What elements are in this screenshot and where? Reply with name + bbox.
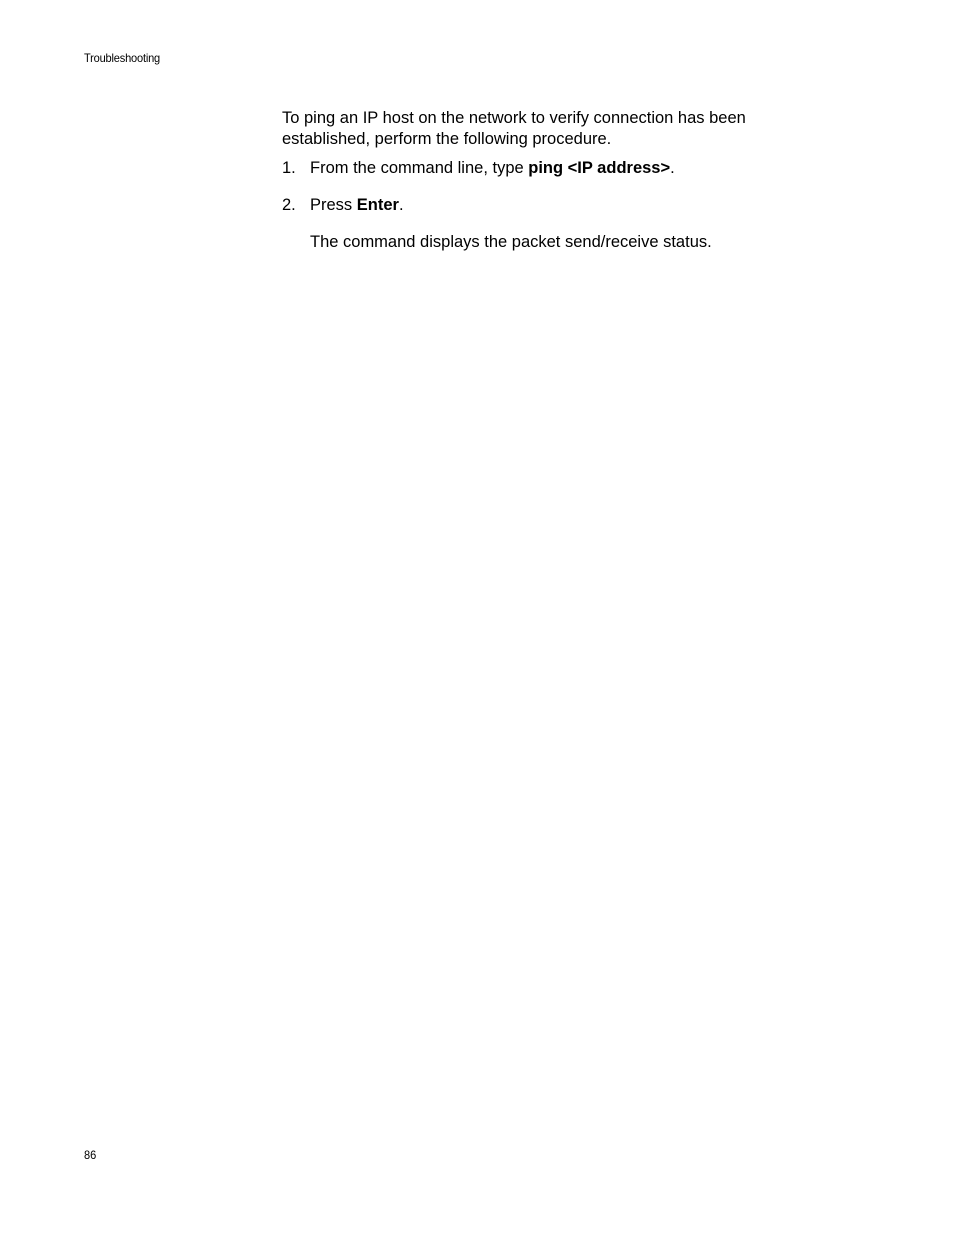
step-punctuation: . — [670, 159, 675, 177]
step-text: From the command line, type — [310, 159, 529, 177]
step-text: Press — [310, 196, 357, 214]
procedure-steps — [282, 158, 782, 216]
intro-paragraph: To ping an IP host on the network to verify connection has been established, perform the following procedure. — [282, 109, 746, 148]
step-punctuation: . — [398, 196, 404, 214]
step-item — [282, 195, 782, 216]
step-key: Enter — [356, 196, 399, 214]
procedure-content — [282, 108, 782, 253]
step-result: The command displays the packet send/receive status. — [310, 233, 712, 251]
step-command: ping <IP address> — [528, 159, 671, 177]
step-item — [282, 158, 782, 179]
running-header: Troubleshooting — [84, 51, 161, 65]
step-number: 2. — [282, 196, 296, 214]
page-number: 86 — [84, 1148, 97, 1162]
step-number: 1. — [282, 159, 296, 177]
